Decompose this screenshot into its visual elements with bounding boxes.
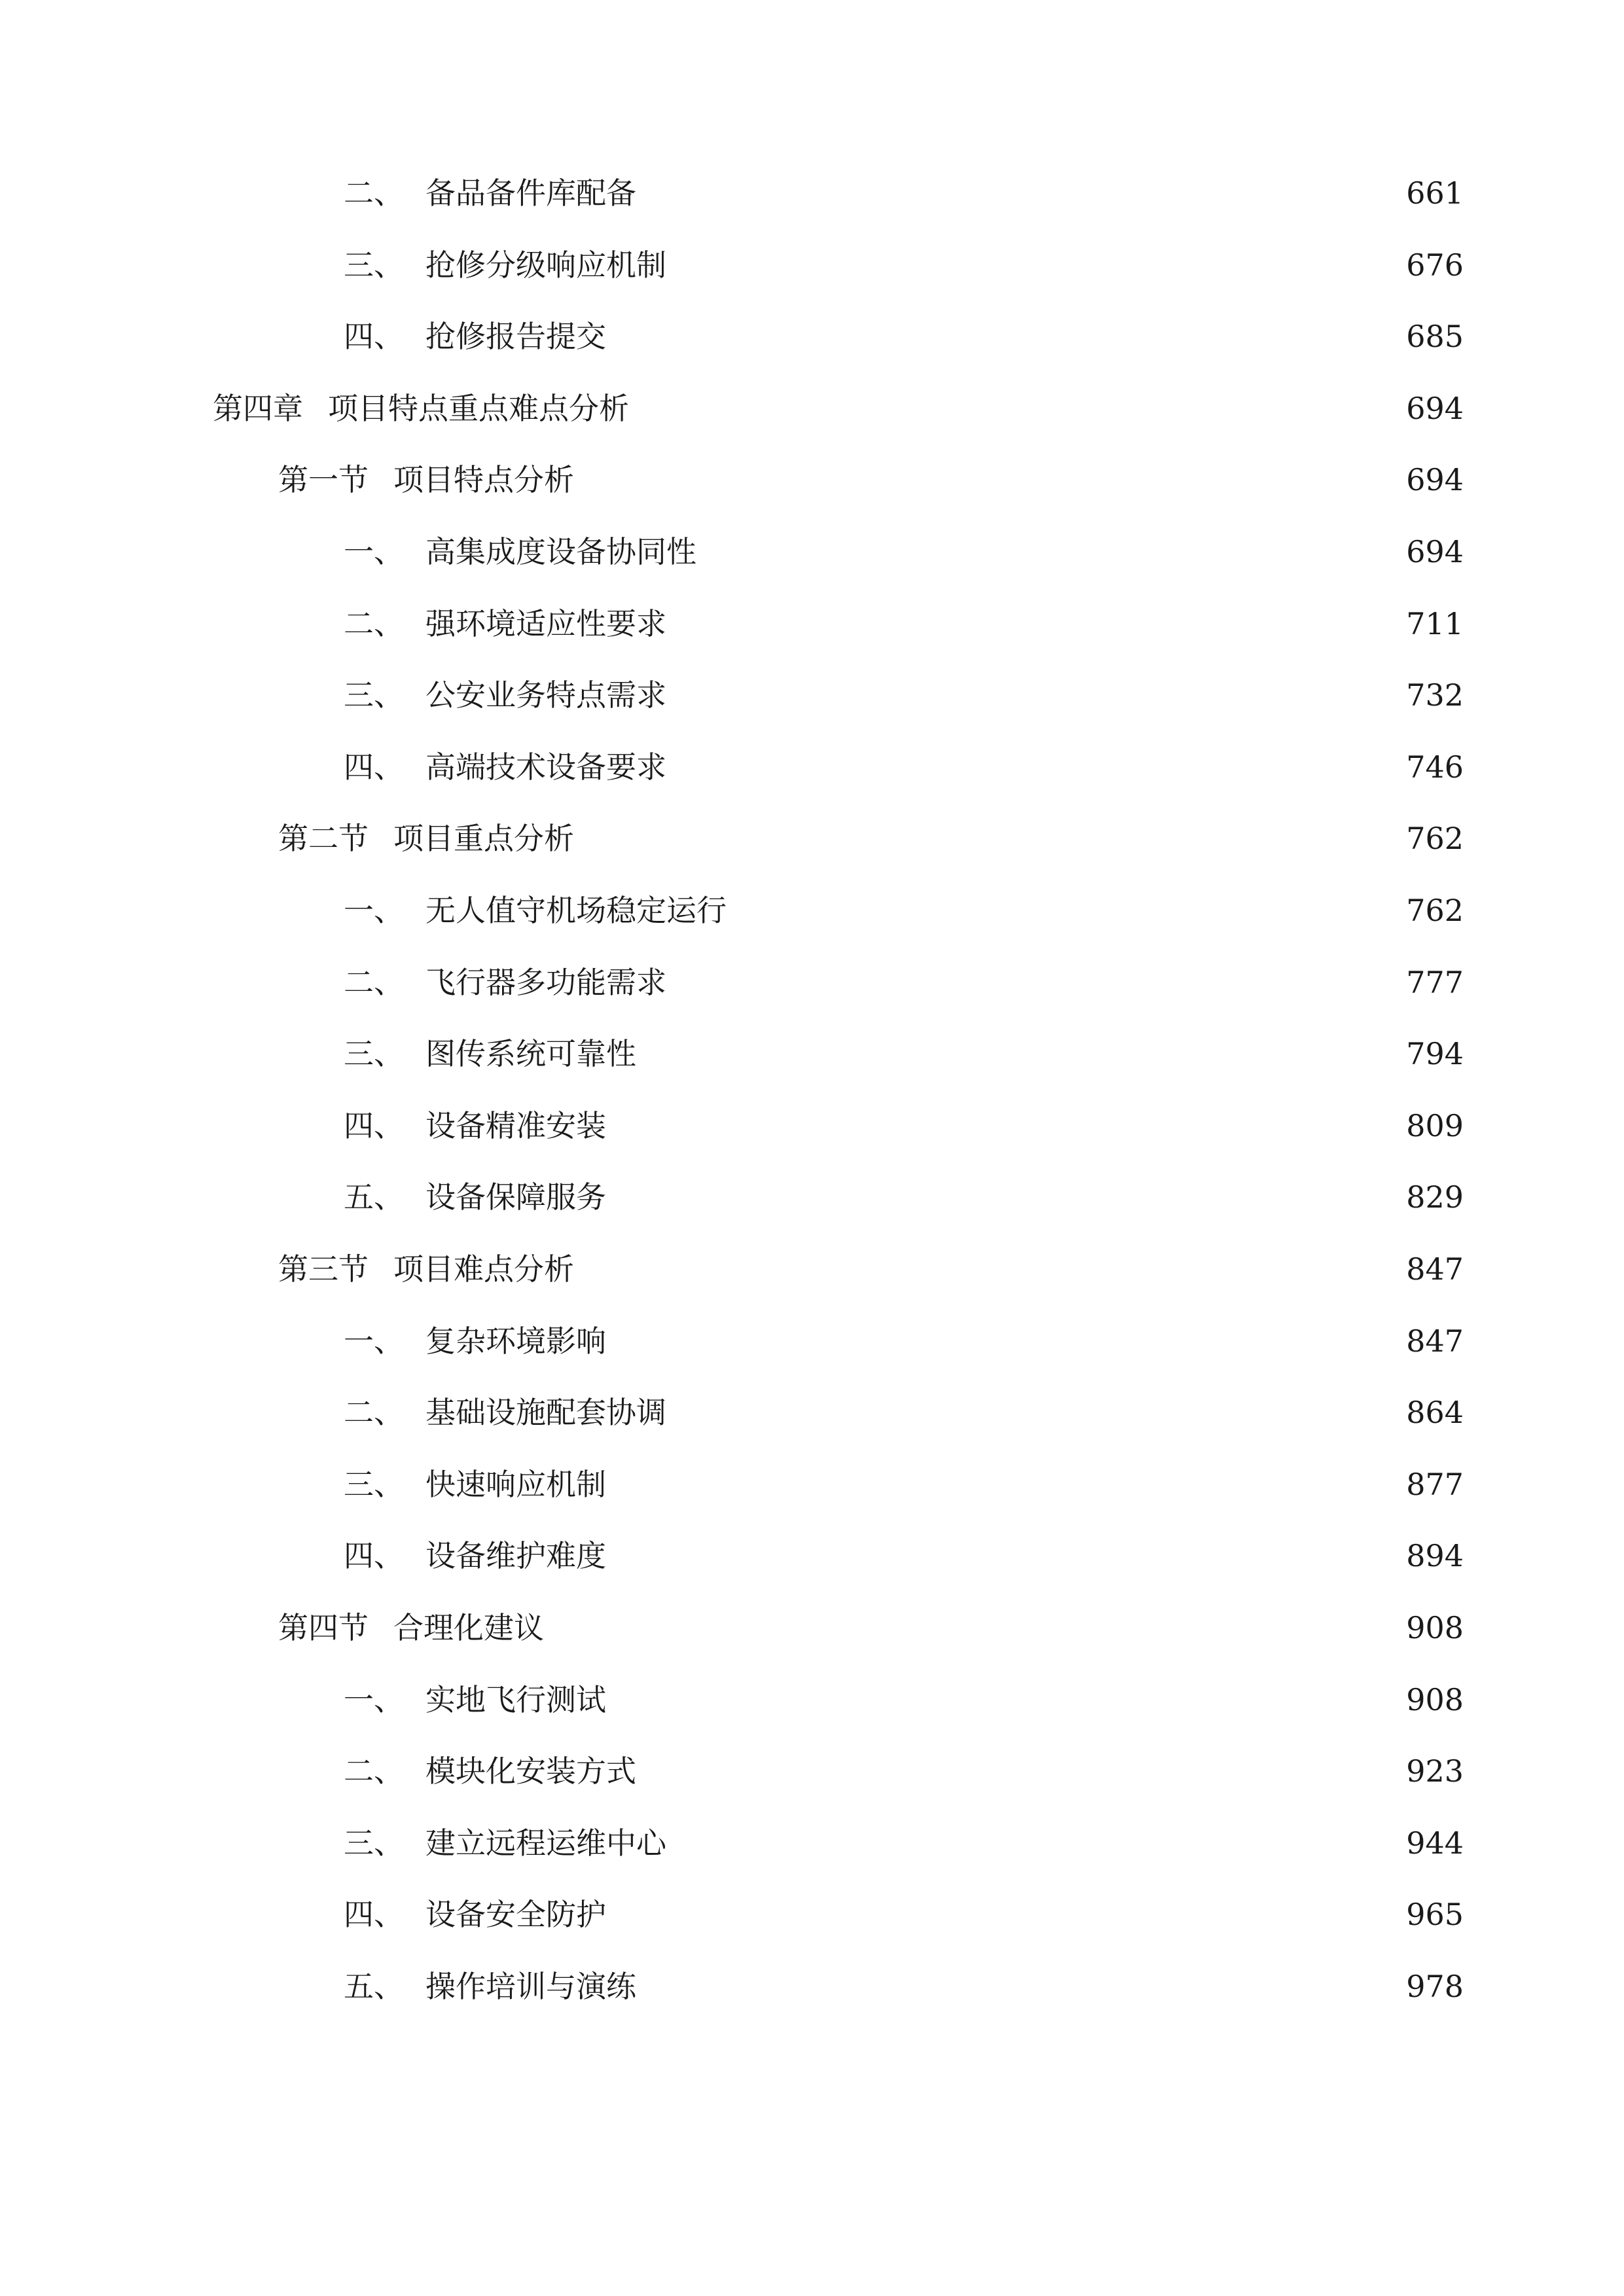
toc-entry-text (344, 1960, 636, 2013)
toc-entry-number: 第一节 (278, 462, 369, 498)
toc-entry-item[interactable] (344, 669, 1464, 721)
toc-entry-text (344, 1171, 606, 1223)
toc-entry-number: 三、 (344, 247, 404, 283)
toc-entry-title: 模块化安装方式 (425, 1753, 636, 1789)
toc-page-number: 908 (1406, 1610, 1464, 1645)
toc-entry-section[interactable] (278, 812, 1464, 865)
toc-entry-number: 二、 (344, 175, 404, 211)
toc-page-number: 694 (1406, 462, 1464, 498)
toc-entry-item[interactable] (344, 1817, 1464, 1869)
toc-entry-text (344, 956, 666, 1009)
toc-page-number: 877 (1406, 1466, 1464, 1502)
toc-entry-item[interactable] (344, 1386, 1464, 1439)
toc-page-number: 762 (1406, 821, 1464, 857)
toc-entry-text (344, 167, 636, 219)
toc-entry-text (344, 1888, 606, 1941)
toc-entry-number: 二、 (344, 1753, 404, 1789)
toc-dot-leader (587, 1253, 1389, 1285)
toc-entry-number: 三、 (344, 1036, 404, 1072)
toc-entry-number: 四、 (344, 319, 404, 355)
toc-entry-number: 四、 (344, 1538, 404, 1574)
toc-entry-item[interactable] (344, 741, 1464, 793)
toc-entry-number: 第四章 (213, 390, 303, 426)
toc-page-number: 847 (1406, 1323, 1464, 1359)
toc-entry-title: 设备精准安装 (425, 1107, 606, 1143)
toc-entry-title: 合理化建议 (393, 1610, 544, 1645)
toc-dot-leader (619, 1325, 1389, 1357)
toc-page-number: 944 (1406, 1825, 1464, 1861)
toc-entry-title: 公安业务特点需求 (425, 677, 666, 713)
toc-entry-title: 抢修报告提交 (425, 319, 606, 355)
toc-entry-item[interactable] (344, 1530, 1464, 1582)
toc-entry-number: 一、 (344, 1681, 404, 1717)
toc-entry-title: 强环境适应性要求 (425, 605, 666, 641)
toc-entry-title: 项目重点分析 (393, 821, 574, 857)
toc-dot-leader (619, 1469, 1389, 1500)
toc-entry-item[interactable] (344, 956, 1464, 1009)
toc-entry-text (344, 1028, 636, 1080)
toc-entry-number: 一、 (344, 893, 404, 928)
toc-dot-leader (679, 1397, 1389, 1428)
toc-entry-item[interactable] (344, 1458, 1464, 1511)
toc-page-number: 746 (1406, 749, 1464, 785)
toc-entry-text (278, 454, 574, 506)
toc-entry-section[interactable] (278, 454, 1464, 506)
toc-dot-leader (587, 823, 1389, 854)
toc-page-number: 847 (1406, 1251, 1464, 1287)
toc-entry-number: 三、 (344, 677, 404, 713)
toc-entry-item[interactable] (344, 1745, 1464, 1797)
toc-page-number: 661 (1406, 175, 1464, 211)
toc-dot-leader (679, 608, 1389, 639)
toc-page-number: 676 (1406, 247, 1464, 283)
toc-dot-leader (649, 1755, 1389, 1787)
toc-entry-item[interactable] (344, 1171, 1464, 1223)
toc-dot-leader (619, 1684, 1389, 1715)
toc-dot-leader (619, 1899, 1389, 1930)
toc-entry-title: 设备安全防护 (425, 1897, 606, 1933)
toc-page-number: 694 (1406, 390, 1464, 426)
toc-page-number: 923 (1406, 1753, 1464, 1789)
toc-dot-leader (642, 393, 1389, 424)
toc-dot-leader (679, 1827, 1389, 1859)
toc-dot-leader (649, 1971, 1389, 2002)
toc-entry-title: 图传系统可靠性 (425, 1036, 636, 1072)
toc-page-number: 762 (1406, 893, 1464, 928)
toc-entry-item[interactable] (344, 1674, 1464, 1726)
toc-entry-number: 三、 (344, 1466, 404, 1502)
toc-entry-item[interactable] (344, 239, 1464, 291)
toc-page-number: 809 (1406, 1107, 1464, 1143)
toc-dot-leader (740, 895, 1389, 926)
toc-entry-number: 四、 (344, 749, 404, 785)
toc-entry-number: 一、 (344, 534, 404, 569)
toc-entry-item[interactable] (344, 1960, 1464, 2013)
toc-page-number: 829 (1406, 1179, 1464, 1215)
toc-dot-leader (619, 1110, 1389, 1141)
toc-page-number: 694 (1406, 534, 1464, 569)
toc-entry-number: 三、 (344, 1825, 404, 1861)
toc-dot-leader (679, 967, 1389, 998)
toc-entry-title: 复杂环境影响 (425, 1323, 606, 1359)
toc-entry-number: 四、 (344, 1897, 404, 1933)
toc-entry-title: 高集成度设备协同性 (425, 534, 696, 569)
toc-dot-leader (649, 1038, 1389, 1069)
toc-entry-title: 设备保障服务 (425, 1179, 606, 1215)
toc-entry-title: 基础设施配套协调 (425, 1395, 666, 1431)
toc-entry-title: 飞行器多功能需求 (425, 964, 666, 1000)
toc-dot-leader (619, 1540, 1389, 1571)
toc-entry-title: 备品备件库配备 (425, 175, 636, 211)
toc-entry-title: 快速响应机制 (425, 1466, 606, 1502)
toc-entry-text (213, 382, 629, 435)
toc-entry-text (344, 1386, 666, 1439)
toc-entry-text (344, 310, 606, 363)
toc-entry-title: 操作培训与演练 (425, 1969, 636, 2004)
toc-entry-title: 建立远程运维中心 (425, 1825, 666, 1861)
toc-page-number: 711 (1406, 605, 1464, 641)
toc-entry-text (344, 1315, 606, 1367)
toc-page-number: 685 (1406, 319, 1464, 355)
toc-entry-text (344, 1458, 606, 1511)
toc-entry-text (278, 812, 574, 865)
toc-entry-text (344, 1530, 606, 1582)
toc-dot-leader (710, 536, 1389, 567)
toc-entry-text (344, 884, 727, 937)
toc-entry-text (278, 1602, 544, 1654)
toc-entry-title: 项目特点分析 (393, 462, 574, 498)
toc-page-number: 794 (1406, 1036, 1464, 1072)
toc-entry-text (344, 526, 696, 578)
toc-entry-title: 抢修分级响应机制 (425, 247, 666, 283)
toc-entry-title: 无人值守机场稳定运行 (425, 893, 727, 928)
toc-entry-item[interactable] (344, 1100, 1464, 1152)
toc-dot-leader (679, 249, 1389, 281)
toc-entry-text (344, 1745, 636, 1797)
toc-entry-item[interactable] (344, 598, 1464, 650)
toc-entry-item[interactable] (344, 310, 1464, 363)
toc-dot-leader (679, 751, 1389, 783)
toc-entry-text (344, 1817, 666, 1869)
toc-entry-item[interactable] (344, 884, 1464, 937)
toc-entry-title: 实地飞行测试 (425, 1681, 606, 1717)
toc-entry-chapter[interactable] (213, 382, 1464, 435)
toc-entry-text (344, 1100, 606, 1152)
toc-entry-text (278, 1243, 574, 1295)
toc-dot-leader (587, 464, 1389, 495)
toc-entry-item[interactable] (344, 526, 1464, 578)
toc-entry-text (344, 669, 666, 721)
toc-entry-item[interactable] (344, 167, 1464, 219)
toc-entry-number: 二、 (344, 964, 404, 1000)
toc-page-number: 732 (1406, 677, 1464, 713)
toc-dot-leader (619, 321, 1389, 352)
toc-dot-leader (619, 1181, 1389, 1213)
toc-entry-number: 第三节 (278, 1251, 369, 1287)
toc-entry-title: 项目特点重点难点分析 (328, 390, 629, 426)
toc-entry-section[interactable] (278, 1243, 1464, 1295)
toc-page-number: 908 (1406, 1681, 1464, 1717)
toc-dot-leader (679, 679, 1389, 711)
toc-dot-leader (557, 1612, 1389, 1643)
toc-entry-number: 第四节 (278, 1610, 369, 1645)
toc-page-number: 894 (1406, 1538, 1464, 1574)
toc-entry-title: 高端技术设备要求 (425, 749, 666, 785)
toc-page-number: 978 (1406, 1969, 1464, 2004)
toc-entry-title: 项目难点分析 (393, 1251, 574, 1287)
toc-entry-number: 五、 (344, 1969, 404, 2004)
toc-entry-number: 四、 (344, 1107, 404, 1143)
toc-entry-section[interactable] (278, 1602, 1464, 1654)
toc-entry-item[interactable] (344, 1315, 1464, 1367)
toc-entry-text (344, 741, 666, 793)
toc-page-number: 777 (1406, 964, 1464, 1000)
toc-page-number: 864 (1406, 1395, 1464, 1431)
toc-entry-item[interactable] (344, 1888, 1464, 1941)
toc-entry-number: 二、 (344, 1395, 404, 1431)
toc-entry-text (344, 1674, 606, 1726)
toc-entry-title: 设备维护难度 (425, 1538, 606, 1574)
toc-entry-number: 二、 (344, 605, 404, 641)
toc-entry-text (344, 239, 666, 291)
toc-entry-number: 一、 (344, 1323, 404, 1359)
toc-entry-item[interactable] (344, 1028, 1464, 1080)
toc-page-number: 965 (1406, 1897, 1464, 1933)
toc-entry-number: 五、 (344, 1179, 404, 1215)
toc-entry-number: 第二节 (278, 821, 369, 857)
toc-dot-leader (649, 177, 1389, 209)
toc-entry-text (344, 598, 666, 650)
